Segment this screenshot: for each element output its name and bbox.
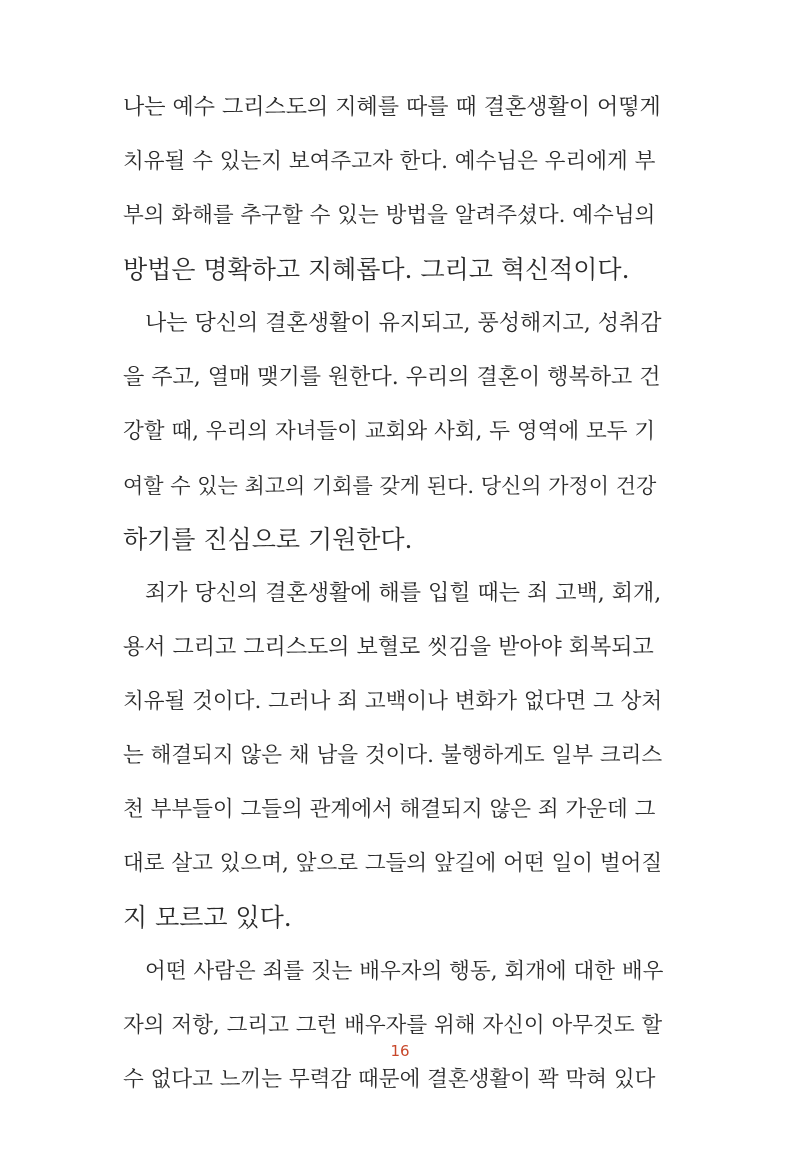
paragraph-2 [123,297,662,567]
text-line: 지 모르고 있다. [123,903,292,932]
text-line: 죄가 당신의 결혼생활에 해를 입힐 때는 죄 고백, 회개, [145,581,662,606]
text-line: 하기를 진심으로 기원한다. [123,525,413,554]
text-line: 치유될 수 있는지 보여주고자 한다. 예수님은 우리에게 부 [123,149,656,174]
text-line: 치유될 것이다. 그러나 죄 고백이나 변화가 없다면 그 상처 [123,689,663,714]
page-number: 16 [390,1042,410,1060]
text-line: 을 주고, 열매 맺기를 원한다. 우리의 결혼이 행복하고 건 [123,365,661,390]
text-line: 나는 예수 그리스도의 지혜를 따를 때 결혼생활이 어떻게 [123,95,661,120]
body-text [123,81,664,1107]
text-line: 대로 살고 있으며, 앞으로 그들의 앞길에 어떤 일이 벌어질 [123,851,663,876]
text-line: 방법은 명확하고 지혜롭다. 그리고 혁신적이다. [123,255,630,284]
text-line: 용서 그리고 그리스도의 보혈로 씻김을 받아야 회복되고 [123,635,654,660]
text-line: 자의 저항, 그리고 그런 배우자를 위해 자신이 아무것도 할 [123,1013,663,1038]
text-line: 강할 때, 우리의 자녀들이 교회와 사회, 두 영역에 모두 기 [123,419,656,444]
text-line: 는 해결되지 않은 채 남을 것이다. 불행하게도 일부 크리스 [123,743,663,768]
text-line: 수 없다고 느끼는 무력감 때문에 결혼생활이 꽉 막혀 있다 [123,1067,656,1092]
paragraph-1 [123,81,661,297]
text-line: 여할 수 있는 최고의 기회를 갖게 된다. 당신의 가정이 건강 [123,474,657,498]
text-line: 어떤 사람은 죄를 짓는 배우자의 행동, 회개에 대한 배우 [145,959,664,984]
paragraph-4 [123,945,664,1107]
text-line: 나는 당신의 결혼생활이 유지되고, 풍성해지고, 성취감 [145,311,662,336]
text-line: 부의 화해를 추구할 수 있는 방법을 알려주셨다. 예수님의 [123,203,656,228]
text-line: 천 부부들이 그들의 관계에서 해결되지 않은 죄 가운데 그 [123,797,656,822]
paragraph-3 [123,567,663,945]
